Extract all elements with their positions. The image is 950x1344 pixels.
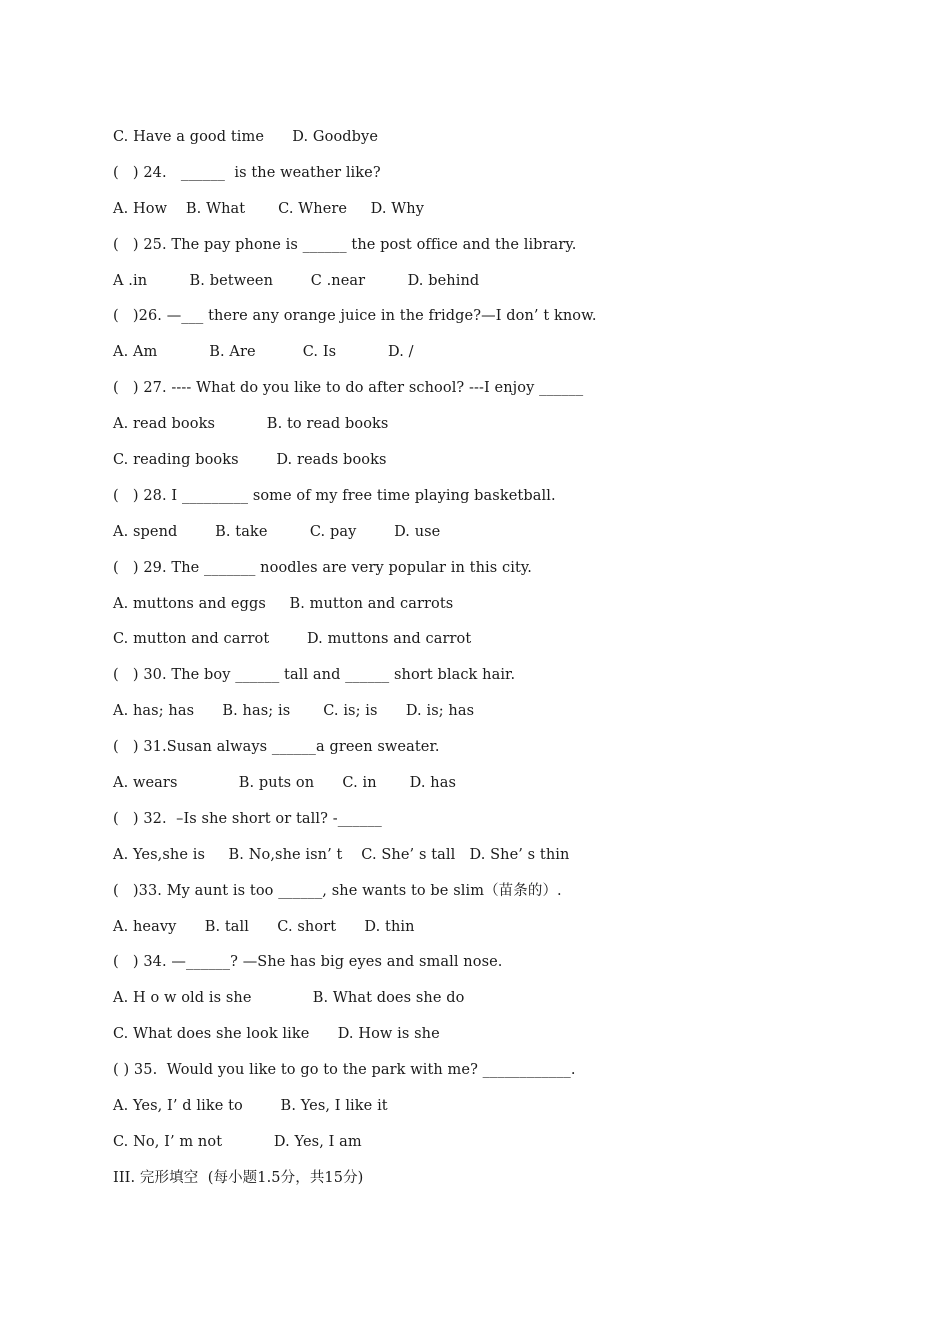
question-30: ( ) 30. The boy ______ tall and ______ short black hair. xyxy=(113,667,516,684)
options-32: A. Yes,she is B. No,she isn’ t C. She’ s tall D. She’ s thin xyxy=(113,846,570,863)
question-25: ( ) 25. The pay phone is ______ the post office and the library. xyxy=(113,236,577,253)
options-29-ab: A. muttons and eggs B. mutton and carrots xyxy=(113,595,454,612)
question-31: ( ) 31.Susan always ______a green sweater. xyxy=(113,739,440,756)
options-34-ab: A. H o w old is she B. What does she do xyxy=(113,990,465,1007)
question-34: ( ) 34. —______? —She has big eyes and small nose. xyxy=(113,954,503,971)
question-27: ( ) 27. ---- What do you like to do after school? ---I enjoy ______ xyxy=(113,380,584,397)
options-27-ab: A. read books B. to read books xyxy=(113,416,389,433)
options-35-ab: A. Yes, I’ d like to B. Yes, I like it xyxy=(113,1098,388,1115)
options-24: A. How B. What C. Where D. Why xyxy=(113,200,425,217)
options-27-cd: C. reading books D. reads books xyxy=(113,452,387,469)
question-28: ( ) 28. I _________ some of my free time playing basketball. xyxy=(113,487,556,504)
question-24: ( ) 24. ______ is the weather like? xyxy=(113,164,381,181)
question-26: ( )26. —___ there any orange juice in the fridge?—I don’ t know. xyxy=(113,308,597,325)
question-list xyxy=(113,126,853,1203)
options-28: A. spend B. take C. pay D. use xyxy=(113,523,441,540)
options-33: A. heavy B. tall C. short D. thin xyxy=(113,918,415,935)
question-33: ( )33. My aunt is too ______, she wants to be slim（苗条的）. xyxy=(113,882,562,899)
options-35-cd: C. No, I’ m not D. Yes, I am xyxy=(113,1133,362,1150)
options-26: A. Am B. Are C. Is D. / xyxy=(113,344,414,361)
options-25: A .in B. between C .near D. behind xyxy=(113,272,480,289)
question-35: ( ) 35. Would you like to go to the park with me? ____________. xyxy=(113,1062,576,1079)
options-29-cd: C. mutton and carrot D. muttons and carrot xyxy=(113,631,472,648)
section-heading: III. 完形填空 (每小题1.5分，共15分) xyxy=(113,1169,364,1186)
question-32: ( ) 32. –Is she short or tall? -______ xyxy=(113,810,382,827)
options-31: A. wears B. puts on C. in D. has xyxy=(113,775,456,792)
options-30: A. has; has B. has; is C. is; is D. is; has xyxy=(113,703,475,720)
option-line-23: C. Have a good time D. Goodbye xyxy=(113,129,379,145)
question-29: ( ) 29. The _______ noodles are very popular in this city. xyxy=(113,559,532,576)
options-34-cd: C. What does she look like D. How is she xyxy=(113,1026,440,1043)
